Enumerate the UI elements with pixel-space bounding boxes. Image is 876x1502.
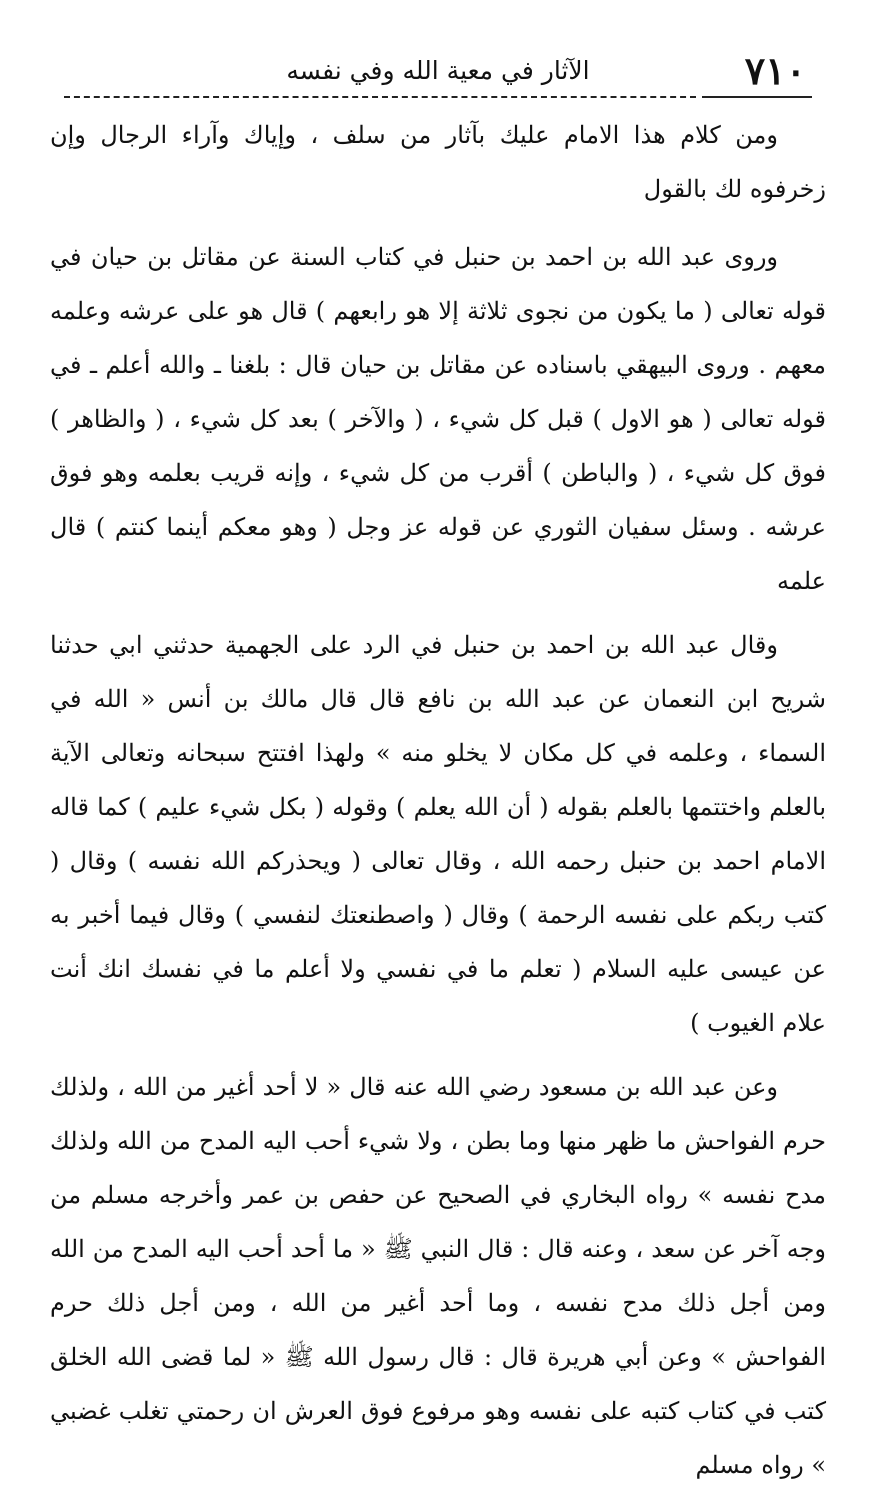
paragraph-2: وروى عبد الله بن احمد بن حنبل في كتاب السنة عن مقاتل بن حيان في قوله تعالى ( ما يكون من نجوى ثلاثة إلا هو رابعهم ) قال هو على عرشه وعلمه معهم . وروى البيهقي باسناده عن مقاتل بن حيان قال : بلغنا ـ والله أعلم ـ في قوله تعالى ( هو الاول ) قبل كل شيء ، ( والآخر ) بعد كل شيء ، ( والظاهر ) فوق كل شيء ، ( والباطن ) أقرب من كل شيء ، وإنه قريب بعلمه وهو فوق عرشه . وسئل سفيان الثوري عن قوله عز وجل ( وهو معكم أينما كنتم ) قال علمه — [50, 243, 826, 595]
paragraph-4: وعن عبد الله بن مسعود رضي الله عنه قال « لا أحد أغير من الله ، ولذلك حرم الفواحش ما ظهر منها وما بطن ، ولا شيء أحب اليه المدح من الله ولذلك مدح نفسه » رواه البخاري في الصحيح عن حفص بن عمر وأخرجه مسلم من وجه آخر عن سعد ، وعنه قال : قال النبي ﷺ « ما أحد أحب اليه المدح من الله ومن أجل ذلك مدح نفسه ، وما أحد أغير من الله ، ومن أجل ذلك حرم الفواحش » وعن أبي هريرة قال : قال رسول الله ﷺ « لما قضى الله الخلق كتب في كتاب كتبه على نفسه وهو مرفوع فوق العرش ان رحمتي تغلب غضبي » رواه مسلم — [50, 1073, 827, 1479]
page-body — [50, 108, 826, 1502]
header-rule — [64, 96, 696, 98]
paragraph-3: وقال عبد الله بن احمد بن حنبل في الرد على الجهمية حدثني ابي حدثنا شريح ابن النعمان عن عبد الله بن نافع قال قال مالك بن أنس « الله في السماء ، وعلمه في كل مكان لا يخلو منه » ولهذا افتتح سبحانه وتعالى الآية بالعلم واختتمها بالعلم بقوله ( أن الله يعلم ) وقوله ( بكل شيء عليم ) كما قاله الامام احمد بن حنبل رحمه الله ، وقال تعالى ( ويحذركم الله نفسه ) وقال ( كتب ربكم على نفسه الرحمة ) وقال ( واصطنعتك لنفسي ) وقال فيما أخبر به عن عيسى عليه السلام ( تعلم ما في نفسي ولا أعلم ما في نفسك انك أنت علام الغيوب ) — [50, 631, 826, 1037]
running-title: الآثار في معية الله وفي نفسه — [286, 56, 590, 85]
paragraph-1: ومن كلام هذا الامام عليك بآثار من سلف ، وإياك وآراء الرجال وإن زخرفوه لك بالقول — [50, 121, 826, 203]
page-header — [70, 46, 806, 96]
header-rule-short — [702, 96, 812, 98]
page-number: ٧١٠ — [744, 48, 806, 93]
